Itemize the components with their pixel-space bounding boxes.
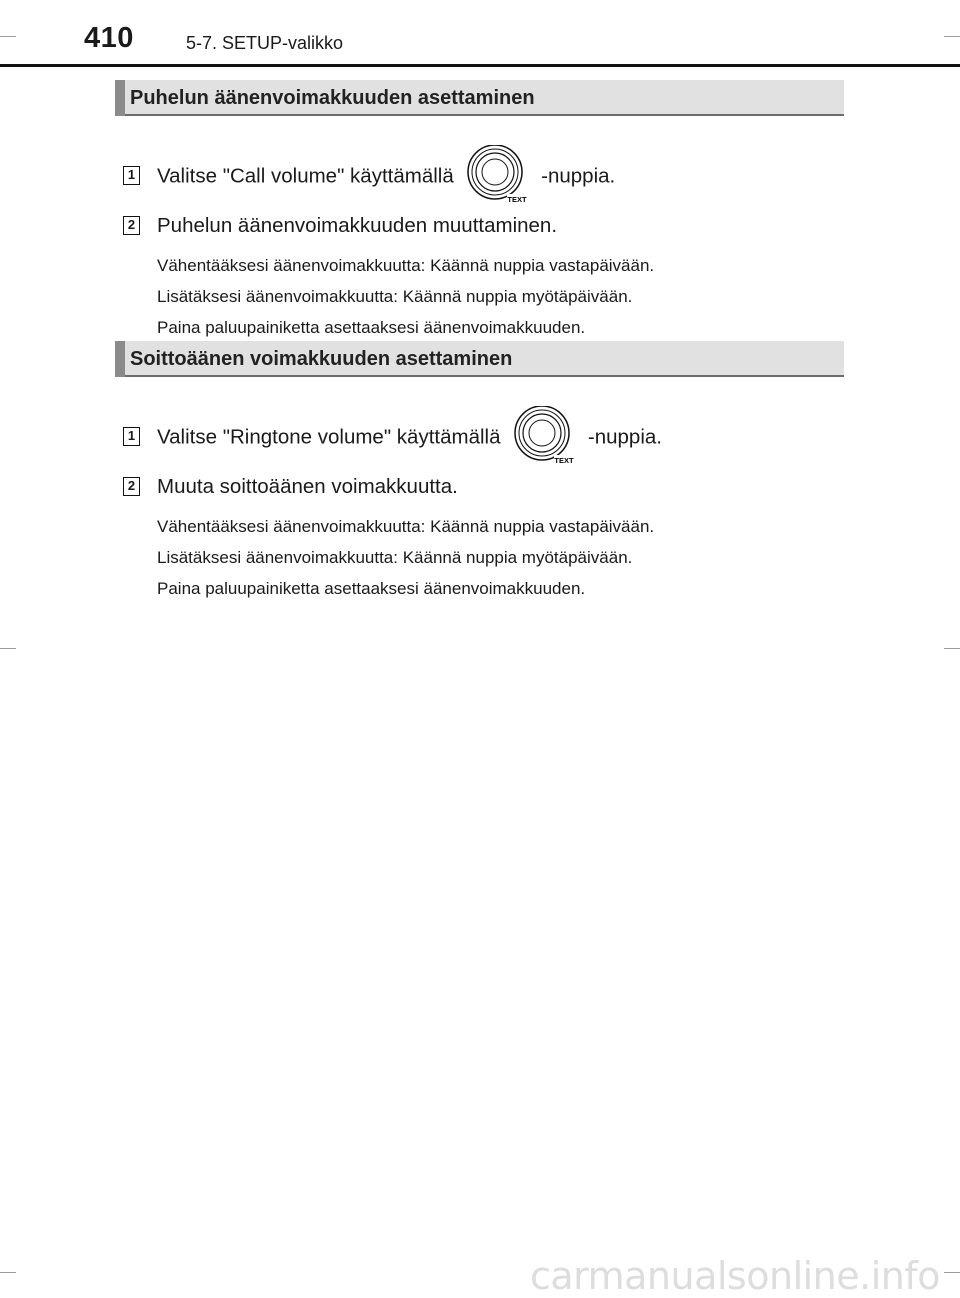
crop-mark	[0, 648, 16, 649]
tune-scroll-knob-icon	[465, 145, 531, 203]
watermark: carmanualsonline.info	[529, 1254, 940, 1298]
step-text-after: -nuppia.	[587, 425, 662, 449]
step-1	[115, 156, 844, 203]
step-2	[115, 206, 844, 246]
crop-mark	[0, 1272, 16, 1273]
step-text: Puhelun äänenvoimakkuuden muuttaminen.	[157, 214, 558, 237]
knob-label: TEXT	[554, 455, 574, 464]
header-rule	[0, 64, 960, 67]
section-call-volume	[115, 80, 844, 343]
step-number: 2	[123, 477, 140, 496]
step-text-before: Valitse "Ringtone volume" käyttämällä	[157, 425, 501, 449]
step-text-before: Valitse "Call volume" käyttämällä	[157, 164, 454, 188]
step-number: 2	[123, 216, 140, 235]
section-heading	[115, 80, 844, 116]
page-header	[0, 0, 960, 66]
step-text-after: -nuppia.	[541, 164, 616, 188]
step-text	[157, 164, 616, 203]
crop-mark	[944, 1272, 960, 1273]
note-line: Lisätäksesi äänenvoimakkuutta: Käännä nuppia myötäpäivään.	[157, 548, 633, 567]
step-2	[115, 467, 844, 507]
step-1	[115, 417, 844, 464]
note-line: Lisätäksesi äänenvoimakkuutta: Käännä nuppia myötäpäivään.	[157, 287, 633, 306]
note-line: Vähentääksesi äänenvoimakkuutta: Käännä nuppia vastapäivään.	[157, 256, 655, 275]
section-heading-text: Puhelun äänenvoimakkuuden asettaminen	[130, 87, 535, 109]
section-heading	[115, 341, 844, 377]
note-line: Vähentääksesi äänenvoimakkuutta: Käännä nuppia vastapäivään.	[157, 517, 655, 536]
tune-scroll-knob-icon	[512, 406, 578, 464]
heading-accent-bar	[115, 80, 125, 116]
chapter-title: 5-7. SETUP-valikko	[186, 33, 344, 53]
note-line: Paina paluupainiketta asettaaksesi äänenvoimakkuuden.	[157, 579, 586, 598]
section-heading-text: Soittoäänen voimakkuuden asettaminen	[130, 348, 513, 370]
step-number: 1	[123, 166, 140, 185]
step-text	[157, 425, 662, 464]
heading-accent-bar	[115, 341, 125, 377]
note-line: Paina paluupainiketta asettaaksesi äänenvoimakkuuden.	[157, 318, 586, 337]
crop-mark	[944, 648, 960, 649]
page-number: 410	[84, 22, 134, 54]
knob-label: TEXT	[507, 194, 528, 203]
step-number: 1	[123, 427, 140, 446]
step-text: Muuta soittoäänen voimakkuutta.	[157, 475, 458, 498]
section-ringtone-volume	[115, 341, 844, 604]
